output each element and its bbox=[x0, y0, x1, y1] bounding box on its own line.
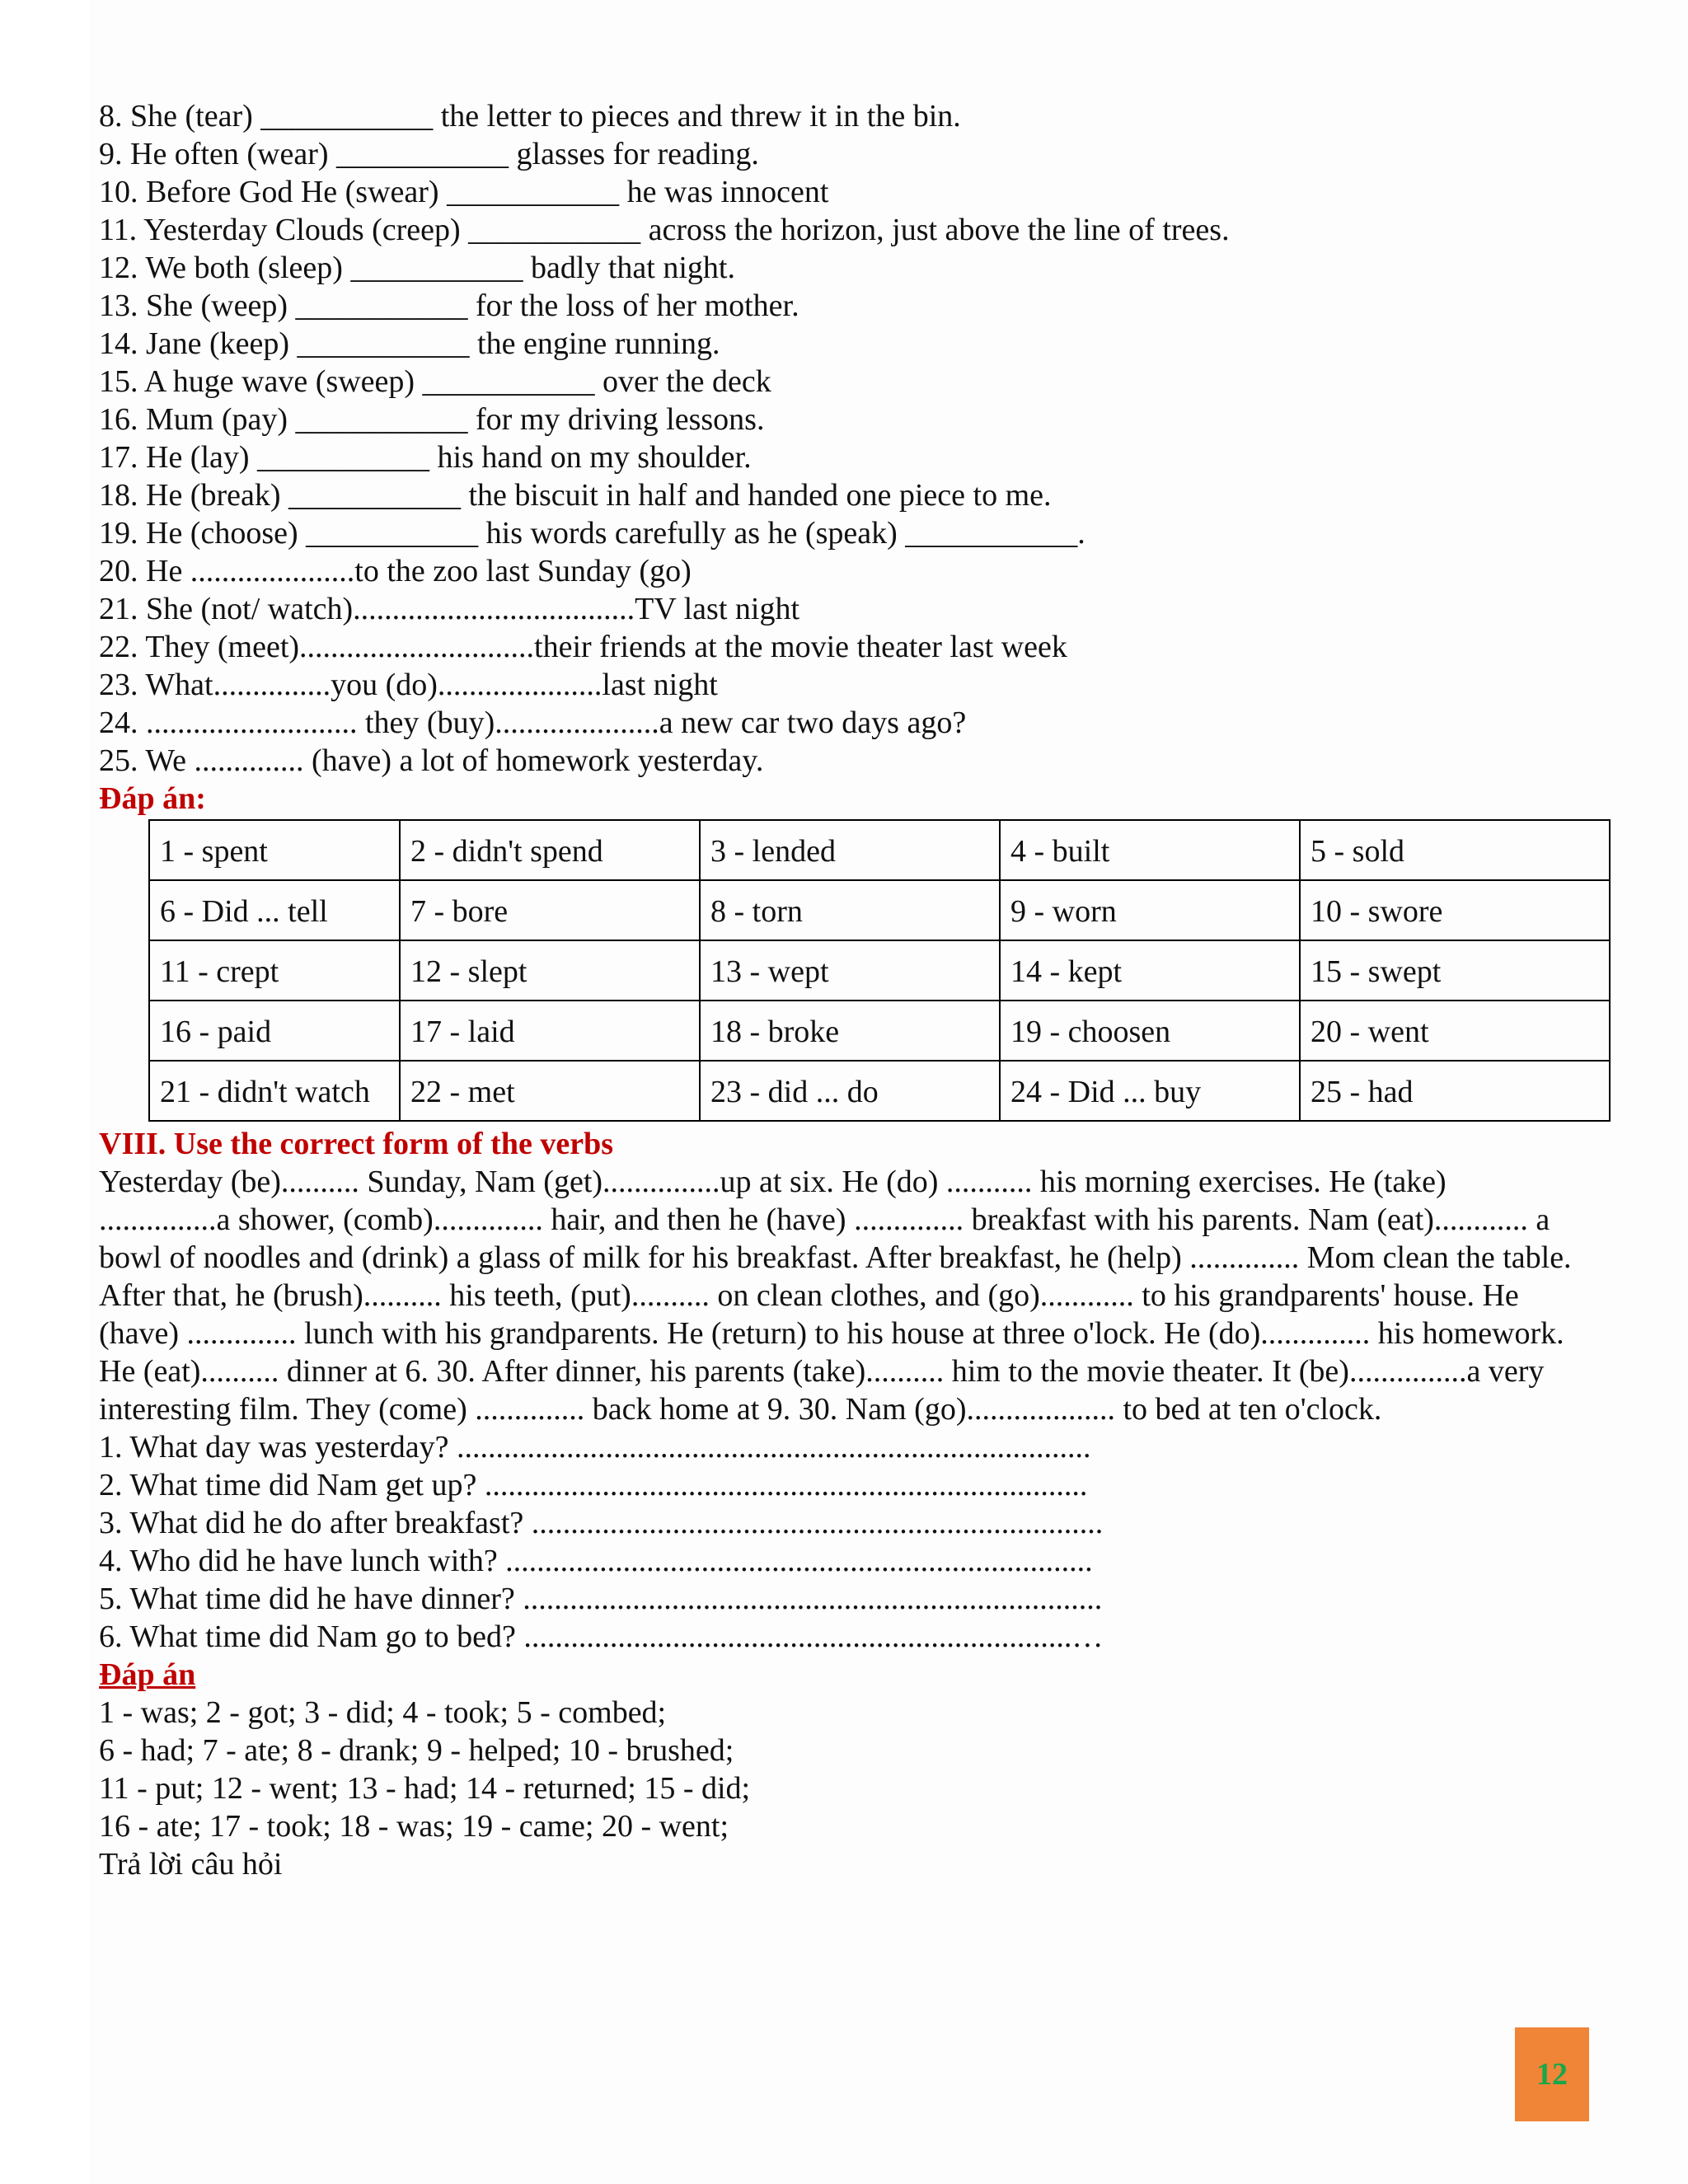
question-item: 5. What time did he have dinner? .......................................................................... bbox=[99, 1582, 1103, 1616]
answer-line: 1 - was; 2 - got; 3 - did; 4 - took; 5 - combed; bbox=[99, 1695, 667, 1730]
table-cell: 6 - Did ... tell bbox=[149, 880, 400, 940]
question-item: 3. What did he do after breakfast? ......................................................................... bbox=[99, 1506, 1104, 1540]
exercise-list bbox=[99, 97, 1615, 780]
answer-table bbox=[148, 819, 1611, 1122]
exercise-item: 12. We both (sleep) ___________ badly that night. bbox=[99, 251, 735, 285]
answer-line: 16 - ate; 17 - took; 18 - was; 19 - came; 20 - went; bbox=[99, 1809, 729, 1844]
table-cell: 19 - choosen bbox=[1000, 1001, 1300, 1061]
exercise-item: 23. What...............you (do).....................last night bbox=[99, 668, 718, 702]
table-cell: 4 - built bbox=[1000, 820, 1300, 880]
table-cell: 20 - went bbox=[1300, 1001, 1610, 1061]
question-item: 4. Who did he have lunch with? ........................................................................... bbox=[99, 1544, 1093, 1578]
table-cell: 23 - did ... do bbox=[700, 1061, 1000, 1121]
question-list bbox=[99, 1428, 1615, 1656]
exercise-item: 20. He .....................to the zoo last Sunday (go) bbox=[99, 554, 692, 588]
exercise-item: 15. A huge wave (sweep) ___________ over the deck bbox=[99, 364, 771, 399]
answer-line: 11 - put; 12 - went; 13 - had; 14 - returned; 15 - did; bbox=[99, 1771, 751, 1806]
answer-heading-2: Đáp án bbox=[99, 1657, 196, 1692]
table-cell: 18 - broke bbox=[700, 1001, 1000, 1061]
table-row bbox=[149, 1061, 1610, 1121]
table-row bbox=[149, 880, 1610, 940]
table-cell: 3 - lended bbox=[700, 820, 1000, 880]
answer-list bbox=[99, 1694, 1615, 1845]
exercise-item: 8. She (tear) ___________ the letter to pieces and threw it in the bin. bbox=[99, 99, 961, 134]
exercise-item: 9. He often (wear) ___________ glasses for reading. bbox=[99, 137, 759, 171]
table-cell: 8 - torn bbox=[700, 880, 1000, 940]
exercise-item: 24. ........................... they (buy).....................a new car two days ago? bbox=[99, 705, 967, 740]
exercise-item: 22. They (meet)..............................their friends at the movie theater last week bbox=[99, 630, 1067, 664]
table-cell: 12 - slept bbox=[400, 940, 700, 1001]
page-number: 12 bbox=[1536, 2057, 1568, 2092]
exercise-item: 17. He (lay) ___________ his hand on my shoulder. bbox=[99, 440, 752, 475]
table-cell: 22 - met bbox=[400, 1061, 700, 1121]
exercise-item: 19. He (choose) ___________ his words carefully as he (speak) ___________. bbox=[99, 516, 1085, 551]
table-cell: 7 - bore bbox=[400, 880, 700, 940]
table-row bbox=[149, 940, 1610, 1001]
table-row bbox=[149, 820, 1610, 880]
table-cell: 5 - sold bbox=[1300, 820, 1610, 880]
answer-questions-label: Trả lời câu hỏi bbox=[99, 1847, 283, 1882]
table-cell: 16 - paid bbox=[149, 1001, 400, 1061]
table-cell: 17 - laid bbox=[400, 1001, 700, 1061]
table-cell: 1 - spent bbox=[149, 820, 400, 880]
exercise-item: 25. We .............. (have) a lot of homework yesterday. bbox=[99, 743, 764, 778]
exercise-item: 11. Yesterday Clouds (creep) ___________ across the horizon, just above the line of trees. bbox=[99, 213, 1230, 247]
passage-paragraph: Yesterday (be).......... Sunday, Nam (get)...............up at six. He (do) ........... his morning exercises. He (take) ...............a shower, (comb).............. hair, and then he (have) .............. breakfast with his parents. Nam (eat)............ a bowl of noodles and (drink) a glass of milk for his breakfast. After breakfast, he (help) .............. Mom clean the table. After that, he (brush).......... his teeth, (put).......... on clean clothes, and (go)............ to his grandparents' house. He (have) .............. lunch with his grandparents. He (return) to his house at three o'lock. He (do).............. his homework. He (eat).......... dinner at 6. 30. After dinner, his parents (take).......... him to the movie theater. It (be)...............a very interesting film. They (come) .............. back home at 9. 30. Nam (go)................... to bed at ten o'clock. bbox=[99, 1165, 1572, 1427]
table-cell: 13 - wept bbox=[700, 940, 1000, 1001]
table-row bbox=[149, 1001, 1610, 1061]
table-cell: 10 - swore bbox=[1300, 880, 1610, 940]
exercise-item: 21. She (not/ watch)....................................TV last night bbox=[99, 592, 800, 626]
page-number-badge bbox=[1515, 2027, 1589, 2121]
document-body bbox=[99, 97, 1615, 1883]
exercise-item: 14. Jane (keep) ___________ the engine running. bbox=[99, 326, 720, 361]
exercise-item: 18. He (break) ___________ the biscuit in half and handed one piece to me. bbox=[99, 478, 1052, 513]
exercise-item: 13. She (weep) ___________ for the loss of her mother. bbox=[99, 288, 799, 323]
question-item: 2. What time did Nam get up? ............................................................................. bbox=[99, 1468, 1088, 1502]
exercise-item: 16. Mum (pay) ___________ for my driving lessons. bbox=[99, 402, 765, 437]
table-cell: 9 - worn bbox=[1000, 880, 1300, 940]
table-cell: 11 - crept bbox=[149, 940, 400, 1001]
section-heading: VIII. Use the correct form of the verbs bbox=[99, 1127, 613, 1161]
table-cell: 24 - Did ... buy bbox=[1000, 1061, 1300, 1121]
table-cell: 25 - had bbox=[1300, 1061, 1610, 1121]
question-item: 6. What time did Nam go to bed? ......................................................................… bbox=[99, 1619, 1104, 1654]
question-item: 1. What day was yesterday? ................................................................................. bbox=[99, 1430, 1091, 1465]
answer-heading: Đáp án: bbox=[99, 781, 206, 816]
exercise-item: 10. Before God He (swear) ___________ he was innocent bbox=[99, 175, 829, 209]
table-cell: 14 - kept bbox=[1000, 940, 1300, 1001]
answer-line: 6 - had; 7 - ate; 8 - drank; 9 - helped; 10 - brushed; bbox=[99, 1733, 734, 1768]
table-cell: 2 - didn't spend bbox=[400, 820, 700, 880]
table-cell: 15 - swept bbox=[1300, 940, 1610, 1001]
table-cell: 21 - didn't watch bbox=[149, 1061, 400, 1121]
